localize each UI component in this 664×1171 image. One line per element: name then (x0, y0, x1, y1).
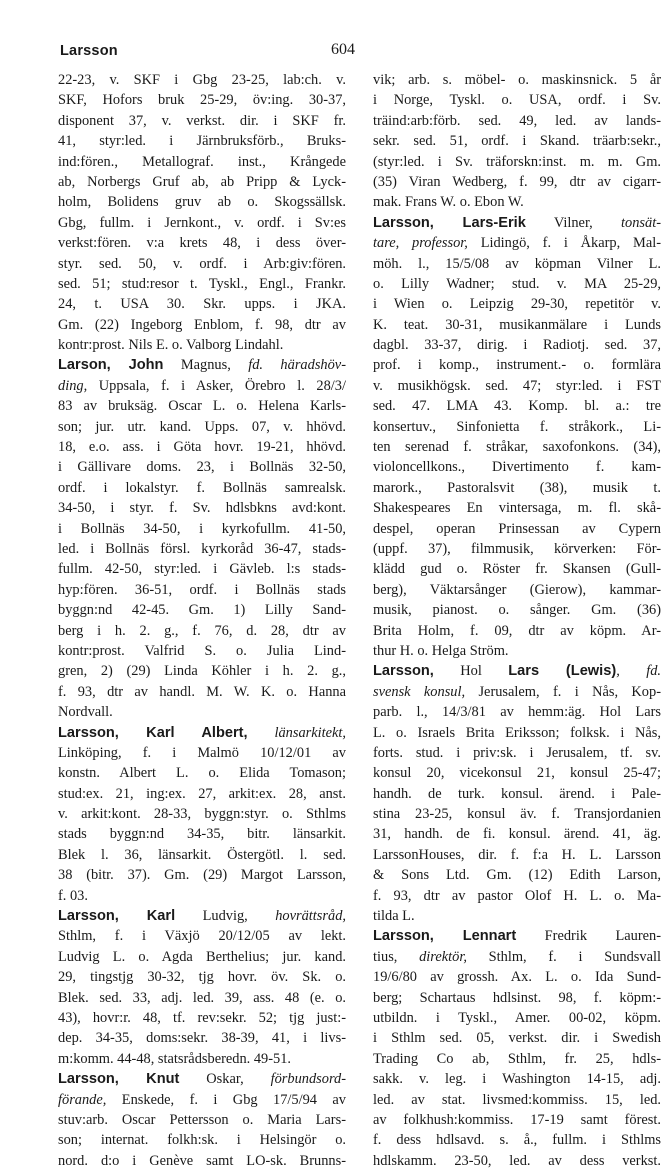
entry-text: dep. 34-35, doms:sekr. 38-39, 41, i livs- (58, 1030, 346, 1047)
entry-title: tare, professor, (373, 235, 468, 252)
entry-text: sekr. sed. 51, ordf. i Skand. träarb:sekr., (373, 133, 661, 150)
text-line (58, 600, 346, 620)
text-line (373, 1090, 661, 1110)
entry-text: (uppf. 37), filmmusik, körverken: För- (373, 540, 661, 557)
entry-title: länsarkitekt, (247, 724, 346, 741)
entry-text: byggn:nd 42-45. Gm. 1) Lilly Sand- (58, 602, 346, 619)
running-head: Larsson (60, 43, 118, 59)
text-line (58, 1110, 346, 1130)
text-line (58, 682, 346, 702)
text-line (58, 152, 346, 172)
entry-text: musik, pianost. o. sånger. Gm. (36) (373, 602, 661, 619)
entry-text: f. 03. (58, 887, 88, 904)
text-line (58, 233, 346, 253)
text-line (58, 274, 346, 294)
text-line (373, 192, 661, 212)
text-line (58, 723, 346, 743)
entry-text: sed. 47. LMA 43. Komp. bl. a.: tre (373, 398, 661, 415)
entry-text: prof. i komp., instrument.- o. formlära (373, 357, 661, 374)
entry-text: tilda L. (373, 908, 415, 925)
text-line (58, 457, 346, 477)
text-line (58, 743, 346, 763)
text-line (373, 621, 661, 641)
text-line (373, 784, 661, 804)
entry-text: Sthlm, f. i Sundsvall (466, 948, 661, 965)
text-line (373, 131, 661, 151)
text-line (58, 967, 346, 987)
entry-name: Larsson, Lars-Erik (373, 214, 526, 231)
text-line (58, 621, 346, 641)
text-line (58, 498, 346, 518)
text-line (58, 1130, 346, 1150)
entry-text: Ludvig L. o. Agda Berthelius; jur. kand. (58, 948, 346, 965)
entry-text: verkst:fören. v:a krets 48, i dess över- (58, 235, 346, 252)
entry-text: kontr:prost. Valfrid S. o. Julia Lind- (58, 642, 346, 659)
entry-text: dagbl. 33-37, dirig. i Radiotj. sed. 37, (373, 337, 661, 354)
text-line (58, 804, 346, 824)
entry-name: Larsson, Knut (58, 1071, 180, 1088)
text-line (58, 1008, 346, 1028)
entry-name: Larsson, Lennart (373, 928, 517, 945)
text-line (58, 926, 346, 946)
entry-text: Uppsala, f. i Asker, Örebro l. 28/3/ (87, 377, 346, 394)
entry-name: Lars (Lewis) (508, 663, 617, 680)
entry-text: fullm. 42-50, styr:led. i Gävleb. l:s stads- (58, 561, 346, 578)
entry-title: svensk konsul, (373, 683, 466, 700)
text-line (373, 1130, 661, 1150)
text-line (373, 682, 661, 702)
text-line (58, 1069, 346, 1089)
entry-text: 38 (bitr. 37). Gm. (29) Margot Larsson, (58, 867, 346, 884)
entry-text: vik; arb. s. möbel- o. maskinsnick. 5 år (373, 72, 661, 88)
entry-text: Oskar, (179, 1071, 271, 1088)
text-line (58, 111, 346, 131)
text-line (373, 233, 661, 253)
text-line (373, 437, 661, 457)
entry-text: stina 23-25, konsul äv. f. Transjordanien (373, 806, 661, 823)
entry-text: 34-50, i styr. f. Sv. hdlsbkns avd:kont. (58, 500, 346, 517)
entry-text: träind:arb:förb. sed. 49, led. av lands- (373, 112, 661, 129)
entry-text: Ludvig, (175, 908, 276, 925)
entry-text: 22-23, v. SKF i Gbg 23-25, lab:ch. v. (58, 72, 346, 88)
text-line (373, 152, 661, 172)
entry-text: Fredrik Lauren- (516, 928, 661, 945)
text-line (373, 315, 661, 335)
entry-text: berg i h. 2. g., f. 76, d. 28, dtr av (58, 622, 346, 639)
text-line (58, 886, 346, 906)
entry-title: , fd. (616, 663, 661, 680)
right-column (373, 70, 661, 1171)
entry-text: konstn. Albert L. o. Elida Tomason; (58, 765, 346, 782)
text-line (373, 641, 661, 661)
text-line (58, 865, 346, 885)
entry-text: & Sons Ltd. Gm. (12) Edith Larson, (373, 867, 661, 884)
entry-text: Vilner, (525, 214, 622, 231)
entry-text: sakk. v. leg. i Washington 14-15, adj. (373, 1071, 661, 1088)
text-line (373, 702, 661, 722)
entry-text: LarssonHouses, dir. f. f:a H. L. Larsson (373, 846, 661, 863)
text-line (373, 396, 661, 416)
text-line (373, 743, 661, 763)
entry-text: 43), hovr:r. 48, tf. rev:sekr. 52; tjg just:- (58, 1009, 346, 1026)
entry-text: i Gällivare doms. 23, i Bollnäs 32-50, (58, 459, 346, 476)
text-line (373, 886, 661, 906)
text-line (58, 172, 346, 192)
text-line (373, 519, 661, 539)
text-line (373, 661, 661, 681)
entry-text: despel, operan Prinsessan av Cypern (373, 520, 661, 537)
text-line (58, 70, 346, 90)
entry-text: Blek. sed. 33, adj. led. 39, ass. 48 (e. o. (58, 989, 346, 1006)
text-line (58, 355, 346, 375)
entry-text: led. av stat. livsmed:kommiss. 15, led. (373, 1091, 661, 1108)
text-line (373, 1151, 661, 1171)
text-line (58, 947, 346, 967)
text-line (58, 824, 346, 844)
text-line (373, 723, 661, 743)
text-line (58, 478, 346, 498)
entry-text: ab, Norbergs Gruf ab, ab Pripp & Lyck- (58, 173, 346, 190)
entry-text: Nordvall. (58, 704, 113, 721)
entry-text: Hol (433, 663, 509, 680)
entry-text: violoncellkons., Divertimento f. kam- (373, 459, 661, 476)
entry-title: fd. häradshöv- (248, 357, 346, 374)
entry-text: ordf. i lokalstyr. f. Bollnäs samrealsk. (58, 479, 346, 496)
text-line (58, 90, 346, 110)
entry-text: stuv:arb. Oscar Pettersson o. Maria Lars- (58, 1111, 346, 1128)
text-line (373, 559, 661, 579)
entry-text: i Wien o. Leipzig 29-30, repetitör v. (373, 296, 661, 313)
left-column (58, 70, 346, 1171)
entry-text: o. Lilly Wadner; stud. v. MA 25-29, (373, 275, 661, 292)
text-line (373, 111, 661, 131)
entry-text: L. o. Israels Brita Eriksson; folksk. i Nås, (373, 724, 661, 741)
text-line (373, 804, 661, 824)
text-line (58, 1028, 346, 1048)
entry-text: led. i Bollnäs försl. kyrkoråd 36-47, stads- (58, 540, 346, 557)
text-line (373, 335, 661, 355)
text-line (373, 600, 661, 620)
entry-text: SKF, Hofors bruk 25-29, öv:ing. 30-37, (58, 92, 346, 109)
text-line (58, 763, 346, 783)
text-line (58, 641, 346, 661)
entry-name: Larsson, Karl (58, 908, 176, 925)
entry-text: utbildn. i Tyskl., Amer. 00-02, köpm. (373, 1009, 661, 1026)
entry-text: K. teat. 30-31, musikanmälare i Lunds (373, 316, 661, 333)
entry-text: Gm. (22) Ingeborg Enblom, f. 98, dtr av (58, 316, 346, 333)
text-line (373, 1008, 661, 1028)
text-line (373, 254, 661, 274)
entry-text: av folkhush:kommiss. 17-19 samt förest. (373, 1111, 661, 1128)
text-line (373, 906, 661, 926)
text-line (58, 254, 346, 274)
entry-text: Jerusalem, f. i Nås, Kop- (465, 683, 661, 700)
text-line (58, 192, 346, 212)
text-line (373, 457, 661, 477)
text-line (58, 437, 346, 457)
entry-name: Larson, John (58, 357, 164, 374)
entry-text: marork., Pastoralsvit (38), musik t. (373, 479, 661, 496)
entry-text: 83 av bruksäg. Oscar L. o. Helena Karls- (58, 398, 346, 415)
entry-title: tonsät- (621, 214, 662, 231)
entry-text: m:komm. 44-48, statsrådsberedn. 49-51. (58, 1050, 292, 1067)
entry-text: 31, handh. de fi. konsul. ärend. 41, äg. (373, 826, 661, 843)
entry-text: berg), Väktarsånger (Gierow), kammar- (373, 581, 661, 598)
entry-text: disponent 37, v. verkst. dir. i SKF fr. (58, 112, 346, 129)
entry-text: 18, e.o. ass. i Göta hovr. 19-21, hhövd. (58, 439, 346, 456)
text-line (373, 90, 661, 110)
text-line (58, 294, 346, 314)
text-line (373, 580, 661, 600)
text-line (58, 1090, 346, 1110)
text-line (58, 580, 346, 600)
entry-title: ding, (58, 377, 88, 394)
entry-text: hdlskamm. 23-50, led. av dess verkst. (373, 1152, 661, 1169)
entry-text: Trading Co ab, Sthlm, fr. 25, hdls- (373, 1050, 661, 1067)
entry-text: 19/6/80 av grossh. Ax. L. o. Ida Sund- (373, 969, 661, 986)
entry-text: stud:ex. 21, ing:ex. 27, arkit:ex. 28, anst. (58, 785, 346, 802)
entry-text: Sthlm, f. i Växjö 20/12/05 av lekt. (58, 928, 346, 945)
entry-text: v. arkit:kont. 28-33, byggn:styr. o. Sthlms (58, 806, 346, 823)
entry-text: Brita Holm, f. 09, dtr av köpm. Ar- (373, 622, 661, 639)
entry-text: Enskede, f. i Gbg 17/5/94 av (106, 1091, 346, 1108)
text-line (373, 376, 661, 396)
entry-text: forts. stud. i priv:sk. i Jerusalem, tf. sv. (373, 744, 661, 761)
text-line (373, 294, 661, 314)
entry-text: i Sthlm sed. 05, verkst. dir. i Swedish (373, 1030, 661, 1047)
entry-title: hovrättsråd, (275, 908, 346, 925)
text-line (373, 1069, 661, 1089)
entry-text: thur H. o. Helga Ström. (373, 642, 509, 659)
text-line (373, 845, 661, 865)
entry-text: berg; Schartaus hdlsinst. 98, f. köpm:- (373, 989, 661, 1006)
entry-text: i Norge, Tyskl. o. USA, ordf. i Sv. (373, 92, 661, 109)
entry-text: f. 93, dtr av handl. M. W. K. o. Hanna (58, 683, 346, 700)
text-line (373, 498, 661, 518)
text-line (373, 926, 661, 946)
text-line (58, 376, 346, 396)
entry-text: 41, styr:led. i Järnbruksförb., Bruks- (58, 133, 346, 150)
text-line (58, 845, 346, 865)
text-line (58, 396, 346, 416)
entry-text: Shakespeares En vintersaga, m. fl. skå- (373, 500, 661, 517)
entry-text: sed. 51; stud:resor t. Tyskl., Engl., Frankr. (58, 275, 346, 292)
text-line (58, 988, 346, 1008)
text-line (373, 355, 661, 375)
text-line (58, 213, 346, 233)
text-line (58, 335, 346, 355)
entry-title: förbundsord- (270, 1071, 347, 1088)
text-line (58, 702, 346, 722)
entry-text: klädd gud o. Röster fr. Skansen (Gull- (373, 561, 661, 578)
text-line (373, 417, 661, 437)
text-line (373, 763, 661, 783)
entry-text: v. musikhögsk. sed. 47; styr:led. i FST (373, 377, 661, 394)
text-line (58, 1151, 346, 1171)
text-line (58, 1049, 346, 1069)
text-line (373, 1110, 661, 1130)
entry-title: förande, (58, 1091, 107, 1108)
text-line (373, 172, 661, 192)
text-line (373, 865, 661, 885)
entry-text: Magnus, (163, 357, 249, 374)
entry-text: Gbg, fullm. i Jernkont., v. ordf. i Sv:es (58, 214, 346, 231)
text-line (58, 539, 346, 559)
entry-text: (35) Viran Wedberg, f. 99, dtr av cigarr- (373, 173, 661, 190)
entry-name: Larsson, (373, 663, 434, 680)
entry-text: holm, Bolidens gruv ab o. Skogssällsk. (58, 194, 346, 211)
entry-text: 24, t. USA 30. Skr. upps. i JKA. (58, 296, 346, 313)
text-line (58, 417, 346, 437)
text-line (373, 1049, 661, 1069)
text-line (58, 131, 346, 151)
entry-text: Lidingö, f. i Åkarp, Mal- (467, 235, 661, 252)
text-line (58, 519, 346, 539)
text-line (373, 70, 661, 90)
text-line (58, 906, 346, 926)
entry-text: 29, tingstjg 30-32, tjg hovr. öv. Sk. o. (58, 969, 346, 986)
entry-text: Blek l. 36, länsarkit. Östergötl. l. sed. (58, 846, 346, 863)
text-line (373, 478, 661, 498)
entry-text: nord. d:o i Genève samt LO-sk. Brunns- (58, 1152, 346, 1169)
entry-text: son; internat. folkh:sk. i Helsingör o. (58, 1132, 346, 1149)
text-line (373, 1028, 661, 1048)
entry-name: Larsson, Karl Albert, (58, 724, 248, 741)
entry-text: tius, (373, 948, 420, 965)
page-number: 604 (331, 41, 355, 58)
entry-text: handh. de turk. konsul. ärend. i Pale- (373, 785, 661, 802)
entry-text: f. dess hdlsavd. s. å., fullm. i Sthlms (373, 1132, 661, 1149)
entry-text: i Bollnäs 34-50, i kyrkofullm. 41-50, (58, 520, 346, 537)
entry-text: konsul 20, vicekonsul 21, konsul 25-47; (373, 765, 661, 782)
text-line (373, 988, 661, 1008)
entry-text: son; jur. utr. kand. Upps. 07, v. hhövd. (58, 418, 346, 435)
entry-text: möh. l., 15/5/08 av köpman Vilner L. (373, 255, 661, 272)
entry-text: ten serenad f. stråkar, saxofonkons. (34), (373, 439, 661, 456)
entry-text: stads byggn:nd 34-35, bitr. länsarkit. (58, 826, 346, 843)
text-line (373, 274, 661, 294)
entry-text: Linköping, f. i Malmö 10/12/01 av (58, 744, 346, 761)
text-line (58, 784, 346, 804)
entry-text: parb. l., 14/3/81 av hemm:äg. Hol Lars (373, 704, 661, 721)
entry-text: f. 93, dtr av pastor Olof H. L. o. Ma- (373, 887, 661, 904)
entry-title: direktör, (419, 948, 467, 965)
entry-text: konsertuv., Sinfonietta f. stråkork., Li- (373, 418, 661, 435)
text-line (58, 661, 346, 681)
text-line (373, 947, 661, 967)
text-line (58, 315, 346, 335)
entry-text: kontr:prost. Nils E. o. Valborg Lindahl. (58, 337, 284, 354)
entry-text: mak. Frans W. o. Ebon W. (373, 194, 524, 211)
text-line (373, 213, 661, 233)
text-line (373, 967, 661, 987)
text-line (373, 824, 661, 844)
entry-text: hyp:fören. 36-51, ordf. i Bollnäs stads (58, 581, 346, 598)
text-line (373, 539, 661, 559)
entry-text: gren, 2) (29) Linda Köhler i h. 2. g., (58, 663, 346, 680)
text-line (58, 559, 346, 579)
entry-text: (styr:led. i Sv. träforskn:inst. m. m. Gm. (373, 153, 661, 170)
entry-text: ind:fören., Metallograf. inst., Krångede (58, 153, 346, 170)
entry-text: styr. sed. 50, v. ordf. i Arb:giv:fören. (58, 255, 346, 272)
